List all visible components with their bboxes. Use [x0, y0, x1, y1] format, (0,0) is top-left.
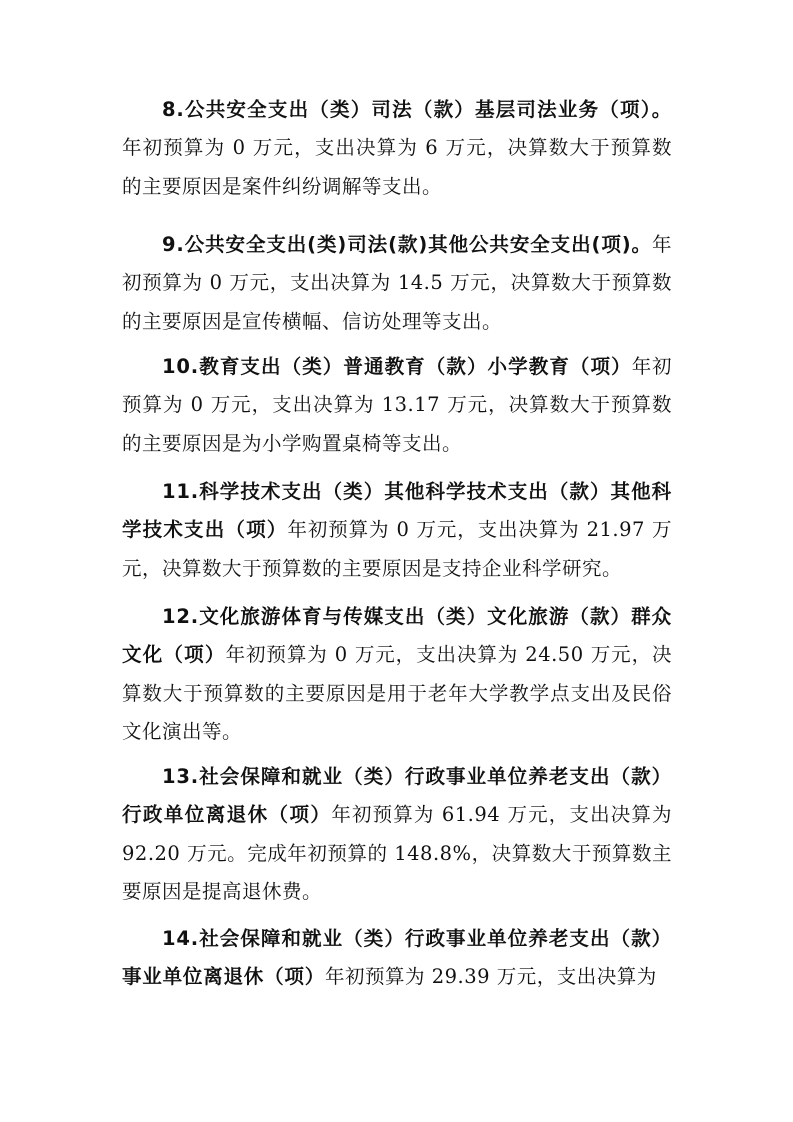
paragraph-item-14	[122, 920, 672, 997]
paragraph-item-10	[122, 348, 672, 463]
paragraph-heading: 10.教育支出（类）普通教育（款）小学教育（项）	[162, 355, 632, 378]
paragraph-heading: 8.公共安全支出（类）司法（款）基层司法业务（项）。	[162, 98, 672, 121]
paragraph-heading: 13.社会保障和就业（类）行政事业单位养老支出（款）行政单位离退休（项）	[122, 765, 672, 827]
paragraph-body: 年初预算为 0 万元，支出决算为 21.97 万元，决算数大于预算数的主要原因是支持企业科学研究。	[122, 518, 672, 580]
paragraph-heading: 14.社会保障和就业（类）行政事业单位养老支出（款）事业单位离退休（项）	[122, 927, 672, 989]
paragraph-heading: 11.科学技术支出（类）其他科学技术支出（款）其他科学技术支出（项）	[122, 480, 672, 542]
paragraph-heading: 9.公共安全支出(类)司法(款)其他公共安全支出(项)。	[162, 233, 652, 256]
paragraph-body: 年初预算为 0 万元，支出决算为 13.17 万元，决算数大于预算数的主要原因是为小学购置桌椅等支出。	[122, 355, 672, 455]
paragraph-item-8	[122, 91, 672, 206]
paragraph-heading: 12.文化旅游体育与传媒支出（类）文化旅游（款）群众文化（项）	[122, 605, 672, 667]
paragraph-item-12	[122, 598, 672, 751]
paragraph-item-9	[122, 226, 672, 341]
paragraph-item-11	[122, 473, 672, 588]
paragraph-body: 年初预算为 0 万元，支出决算为 14.5 万元，决算数大于预算数的主要原因是宣传横幅、信访处理等支出。	[122, 233, 672, 333]
paragraph-body: 年初预算为 61.94 万元，支出决算为 92.20 万元。完成年初预算的 148.8%，决算数大于预算数主要原因是提高退休费。	[122, 803, 672, 903]
paragraph-body: 年初预算为 0 万元，支出决算为 24.50 万元，决算数大于预算数的主要原因是用于老年大学教学点支出及民俗文化演出等。	[122, 643, 672, 743]
paragraph-body: 年初预算为 29.39 万元，支出决算为	[325, 965, 657, 989]
paragraph-item-13	[122, 758, 672, 911]
paragraph-body: 年初预算为 0 万元，支出决算为 6 万元，决算数大于预算数的主要原因是案件纠纷调解等支出。	[122, 136, 672, 198]
